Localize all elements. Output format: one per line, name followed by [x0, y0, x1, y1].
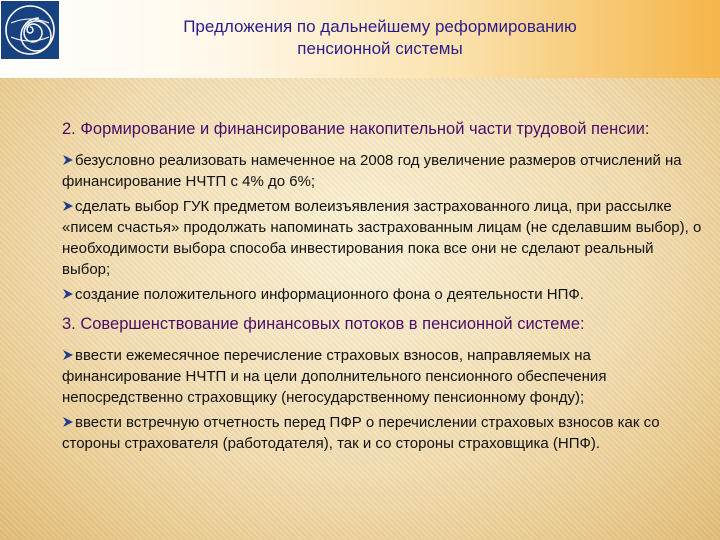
bullet-item [62, 345, 702, 408]
section-heading-2: 2. Формирование и финансирование накопительной части трудовой пенсии: [62, 120, 650, 138]
arrow-bullet-icon [62, 154, 74, 166]
bullet-text: безусловно реализовать намеченное на 2008 год увеличение размеров отчислений на финансирование НЧТП с 4% до 6%; [62, 152, 682, 190]
page-title-line-2: пенсионной системы [297, 39, 463, 58]
arrow-bullet-icon [62, 288, 74, 300]
page-title [100, 16, 660, 60]
page-title-line-1: Предложения по дальнейшему реформированию [183, 17, 577, 36]
arrow-bullet-icon [62, 349, 74, 361]
arrow-bullet-icon [62, 416, 74, 428]
arrow-bullet-icon [62, 200, 74, 212]
spiral-logo-icon [1, 1, 59, 59]
bullet-item [62, 412, 702, 454]
bullet-text: сделать выбор ГУК предметом волеизъявления застрахованного лица, при рассылке «писем счастья» продолжать напоминать застрахованным лицам (не сделавшим выбор), о необходимости выбора способа инвестирования пока все они не сделают реальный выбор; [62, 198, 702, 278]
content-body [62, 118, 702, 458]
section-heading-3: 3. Совершенствование финансовых потоков в пенсионной системе: [62, 315, 585, 333]
bullet-item [62, 150, 702, 192]
bullet-item [62, 196, 702, 280]
bullet-text: ввести ежемесячное перечисление страховых взносов, направляемых на финансирование НЧТП и на цели дополнительного пенсионного обеспечения непосредственно страховщику (негосударственному пенсионному фонду); [62, 347, 607, 406]
bullet-text: ввести встречную отчетность перед ПФР о перечислении страховых взносов как со стороны страхователя (работодателя), так и со стороны страховщика (НПФ). [62, 414, 660, 452]
header-band [0, 0, 720, 78]
bullet-text: создание положительного информационного фона о деятельности НПФ. [75, 286, 584, 303]
bullet-item [62, 284, 702, 305]
